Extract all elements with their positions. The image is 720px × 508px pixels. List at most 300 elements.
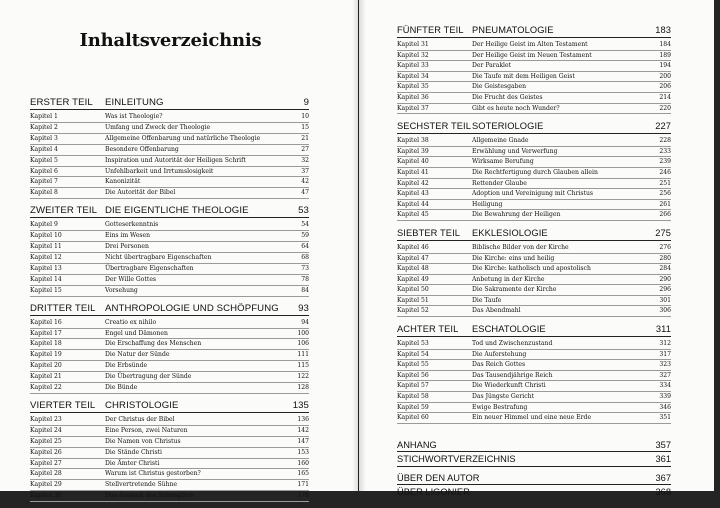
part-title: DIE EIGENTLICHE THEOLOGIE [105,205,249,217]
chapter-title: Der Paraklet [472,62,512,70]
chapter-page: 256 [659,190,671,198]
toc-part-section [397,25,671,114]
chapter-page: 37 [301,167,309,175]
chapter-row [30,286,309,297]
part-label: SIEBTER TEIL [397,227,461,238]
chapter-row [30,220,309,231]
chapter-number: Kapitel 7 [30,178,58,186]
chapter-number: Kapitel 54 [397,350,429,358]
chapter-title: Die Ämter Christi [105,459,160,467]
toc-part-section [397,121,671,221]
chapter-number: Kapitel 26 [30,448,62,456]
chapter-number: Kapitel 60 [397,414,429,422]
chapter-row [30,469,309,480]
chapter-number: Kapitel 12 [30,253,62,261]
toc-part-section [30,97,309,199]
chapter-page: 10 [301,113,309,120]
chapter-number: Kapitel 56 [397,371,429,379]
back-matter-entry [397,473,671,484]
chapter-title: Drei Personen [105,243,149,251]
chapter-page: 32 [301,156,309,164]
chapter-number: Kapitel 36 [397,93,429,101]
chapter-row [397,381,671,392]
chapter-number: Kapitel 20 [30,362,62,370]
chapter-page: 153 [297,448,309,456]
chapter-page: 171 [297,481,309,489]
chapter-title: Ewige Bestrafung [472,403,528,411]
chapter-row [397,179,671,190]
chapter-row [397,210,671,221]
chapter-row [30,264,309,275]
chapter-number: Kapitel 52 [397,307,429,315]
chapter-title: Das Reich Gottes [472,361,526,369]
chapter-page: 220 [659,104,671,112]
entry-title: ÜBER DEN AUTOR [397,472,480,483]
chapter-title: Rettender Glaube [472,179,527,187]
chapter-title: Kanonizität [105,178,141,186]
part-page: 9 [303,97,309,108]
chapter-number: Kapitel 10 [30,232,62,240]
chapter-title: Heiligung [472,200,503,208]
chapter-number: Kapitel 5 [30,156,58,164]
chapter-row [30,361,309,372]
chapter-page: 312 [659,340,671,348]
entry-title: STICHWORTVERZEICHNIS [397,453,516,464]
chapter-row [397,264,671,275]
part-heading [30,303,309,316]
right-parts [397,25,671,424]
chapter-row [30,448,309,459]
chapter-title: Warum ist Christus gestorben? [105,470,201,478]
chapter-page: 15 [301,123,309,131]
chapter-number: Kapitel 11 [30,243,62,251]
chapter-row [397,104,671,115]
chapter-number: Kapitel 37 [397,104,429,112]
chapter-row [397,51,671,62]
chapter-page: 42 [301,178,309,186]
chapter-title: Der Christus der Bibel [105,415,175,423]
chapter-title: Das Jüngste Gericht [472,393,535,401]
chapter-title: Creatio ex nihilo [105,318,157,326]
chapter-page: 206 [659,83,671,91]
left-page [0,0,358,500]
chapter-row [30,253,309,264]
chapter-row [30,112,309,123]
chapter-row [30,480,309,491]
chapter-title: Engel und Dämonen [105,329,168,337]
chapter-row [30,350,309,361]
chapter-page: 327 [659,371,671,379]
chapter-number: Kapitel 14 [30,275,62,283]
chapter-number: Kapitel 32 [397,51,429,59]
chapter-page: 165 [297,470,309,478]
chapter-title: Der Heilige Geist im Neuen Testament [472,51,592,59]
chapter-title: Der Wille Gottes [105,275,157,283]
chapter-number: Kapitel 21 [30,373,62,381]
chapter-page: 284 [659,265,671,273]
chapter-title: Die Bewahrung der Heiligen [472,211,561,219]
chapter-page: 239 [659,158,671,166]
chapter-page: 200 [659,72,671,80]
chapter-row [30,167,309,178]
chapter-number: Kapitel 33 [397,62,429,70]
chapter-title: Die Frucht des Geistes [472,93,543,101]
chapter-row [30,437,309,448]
chapter-page: 21 [301,134,309,142]
chapter-page: 106 [297,340,309,348]
chapter-row [397,403,671,414]
chapter-row [397,200,671,211]
part-label: ZWEITER TEIL [30,205,98,217]
entry-title: ANHANG [397,439,437,450]
chapter-row [30,275,309,286]
chapter-number: Kapitel 15 [30,286,62,294]
chapter-row [397,40,671,51]
back-matter-entry [397,440,671,451]
chapter-number: Kapitel 16 [30,318,62,326]
chapter-page: 266 [659,211,671,219]
right-page [359,0,714,497]
chapter-title: Die Wiederkunft Christi [472,382,546,390]
part-heading [397,121,671,134]
chapter-number: Kapitel 45 [397,211,429,219]
chapter-title: Inspiration und Autorität der Heiligen Schrift [105,156,246,164]
part-title: SOTERIOLOGIE [472,121,544,132]
chapter-number: Kapitel 43 [397,190,429,198]
part-heading [397,324,671,337]
chapter-page: 27 [301,145,309,153]
chapter-page: 111 [297,351,309,359]
back-matter-entry [397,454,671,465]
part-label: VIERTER TEIL [30,399,96,411]
chapter-number: Kapitel 8 [30,189,58,197]
part-label: ACHTER TEIL [397,324,459,335]
chapter-number: Kapitel 13 [30,264,62,272]
part-label: ERSTER TEIL [30,97,93,108]
chapter-number: Kapitel 38 [397,137,429,145]
chapter-title: Die Bünde [105,384,138,392]
chapter-row [30,383,309,394]
chapter-title: Erwählung und Verwerfung [472,147,558,155]
chapter-title: Gibt es heute noch Wunder? [472,104,560,112]
part-heading [30,97,309,110]
chapter-page: 47 [301,189,309,197]
chapter-title: Das Tausendjährige Reich [472,371,553,379]
chapter-title: Die Kirche: katholisch und apostolisch [472,265,591,273]
chapter-number: Kapitel 27 [30,459,62,467]
chapter-page: 301 [659,296,671,304]
chapter-title: Das Abendmahl [472,307,521,315]
chapter-row [397,93,671,104]
chapter-title: Stellvertretende Sühne [105,481,178,489]
chapter-page: 346 [659,403,671,411]
chapter-title: Eine Person, zwei Naturen [105,426,188,434]
chapter-title: Das Ausmaß des Sühnopfers [105,492,194,500]
part-label: DRITTER TEIL [30,302,96,314]
chapter-number: Kapitel 40 [397,158,429,166]
chapter-page: 306 [659,307,671,315]
chapter-row [397,61,671,72]
toc-part-section [30,400,309,502]
toc-part-section [397,228,671,317]
chapter-number: Kapitel 35 [397,83,429,91]
chapter-number: Kapitel 47 [397,254,429,262]
chapter-page: 261 [659,200,671,208]
chapter-row [30,459,309,470]
chapter-row [397,413,671,424]
chapter-row [30,329,309,340]
chapter-page: 323 [659,361,671,369]
part-page: 311 [655,324,671,335]
chapter-page: 73 [301,264,309,272]
left-parts [30,97,309,502]
entry-page: 368 [655,486,671,497]
chapter-number: Kapitel 53 [397,340,429,348]
chapter-number: Kapitel 1 [30,113,58,120]
page-title: Inhaltsverzeichnis [79,30,262,51]
chapter-page: 122 [297,373,309,381]
chapter-number: Kapitel 28 [30,470,62,478]
chapter-page: 147 [297,437,309,445]
chapter-row [397,254,671,265]
chapter-title: Adoption und Vereinigung mit Christus [472,190,594,198]
chapter-title: Besondere Offenbarung [105,145,179,153]
part-page: 93 [298,302,309,314]
part-title: ESCHATOLOGIE [472,324,546,335]
chapter-number: Kapitel 59 [397,403,429,411]
chapter-title: Die Erbsünde [105,362,148,370]
chapter-number: Kapitel 17 [30,329,62,337]
chapter-number: Kapitel 18 [30,340,62,348]
chapter-number: Kapitel 41 [397,168,429,176]
chapter-title: Unfehlbarkeit und Irrtumslosigkeit [105,167,214,175]
chapter-page: 194 [659,62,671,70]
toc-part-section [397,324,671,424]
part-page: 135 [292,399,309,411]
chapter-title: Die Geistesgaben [472,83,527,91]
chapter-number: Kapitel 49 [397,275,429,283]
chapter-number: Kapitel 55 [397,361,429,369]
chapter-row [397,147,671,158]
chapter-page: 84 [301,286,309,294]
chapter-page: 228 [659,137,671,145]
part-page: 227 [655,121,671,132]
chapter-number: Kapitel 25 [30,437,62,445]
chapter-row [30,339,309,350]
chapter-number: Kapitel 2 [30,123,58,131]
chapter-page: 94 [301,318,309,326]
chapter-title: Die Autorität der Bibel [105,189,176,197]
chapter-page: 246 [659,168,671,176]
chapter-page: 54 [301,221,309,229]
chapter-page: 251 [659,179,671,187]
chapter-row [397,157,671,168]
chapter-number: Kapitel 31 [397,41,429,48]
chapter-row [397,360,671,371]
chapter-number: Kapitel 44 [397,200,429,208]
divider [397,466,671,467]
chapter-title: Vorsehung [105,286,138,294]
part-heading [397,228,671,241]
chapter-title: Die Übertragung der Sünde [105,373,192,381]
chapter-title: Die Auferstehung [472,350,527,358]
chapter-number: Kapitel 34 [397,72,429,80]
chapter-number: Kapitel 39 [397,147,429,155]
chapter-title: Tod und Zwischenzustand [472,340,553,348]
chapter-row [30,415,309,426]
chapter-row [397,339,671,350]
chapter-title: Gotteserkenntnis [105,221,159,229]
chapter-title: Die Stände Christi [105,448,162,456]
chapter-number: Kapitel 6 [30,167,58,175]
chapter-page: 128 [297,384,309,392]
chapter-page: 280 [659,254,671,262]
divider [397,484,671,485]
part-title: EINLEITUNG [105,97,164,108]
chapter-page: 296 [659,286,671,294]
chapter-number: Kapitel 51 [397,296,429,304]
chapter-row [30,491,309,502]
chapter-row [397,136,671,147]
chapter-number: Kapitel 50 [397,286,429,294]
chapter-title: Die Taufe [472,296,502,304]
entry-page: 357 [655,439,671,450]
chapter-title: Übertragbare Eigenschaften [105,264,194,272]
chapter-title: Allgemeine Offenbarung und natürliche Theologie [105,134,261,142]
chapter-row [397,350,671,361]
chapter-title: Die Rechtfertigung durch Glauben allein [472,168,598,176]
chapter-row [30,134,309,145]
part-label: FÜNFTER TEIL [397,25,464,35]
chapter-page: 189 [659,51,671,59]
chapter-page: 78 [301,275,309,283]
chapter-title: Nicht übertragbare Eigenschaften [105,253,212,261]
chapter-row [397,285,671,296]
chapter-page: 59 [301,232,309,240]
chapter-title: Die Kirche: eins und heilig [472,254,555,262]
chapter-row [397,72,671,83]
chapter-number: Kapitel 48 [397,265,429,273]
part-title: ANTHROPOLOGIE UND SCHÖPFUNG [105,302,279,314]
chapter-title: Ein neuer Himmel und eine neue Erde [472,414,592,422]
part-page: 275 [655,227,671,238]
chapter-page: 142 [297,426,309,434]
part-heading [30,400,309,413]
back-matter-entry [397,487,671,498]
part-heading [397,25,671,38]
part-title: PNEUMATOLOGIE [472,25,554,35]
chapter-page: 290 [659,275,671,283]
chapter-number: Kapitel 58 [397,393,429,401]
chapter-page: 184 [659,41,671,48]
chapter-number: Kapitel 46 [397,243,429,251]
chapter-title: Die Taufe mit dem Heiligen Geist [472,72,575,80]
chapter-row [397,275,671,286]
chapter-title: Was ist Theologie? [105,113,163,120]
chapter-title: Eins im Wesen [105,232,151,240]
chapter-title: Umfang und Zweck der Theologie [105,123,211,131]
chapter-page: 233 [659,147,671,155]
chapter-number: Kapitel 42 [397,179,429,187]
chapter-number: Kapitel 22 [30,384,62,392]
chapter-row [397,296,671,307]
chapter-page: 160 [297,459,309,467]
chapter-page: 351 [659,414,671,422]
chapter-row [30,318,309,329]
part-title: EKKLESIOLOGIE [472,227,548,238]
chapter-page: 276 [659,243,671,251]
entry-page: 367 [655,472,671,483]
part-title: CHRISTOLOGIE [105,399,179,411]
chapter-title: Anbetung in der Kirche [472,275,545,283]
chapter-row [30,156,309,167]
chapter-page: 317 [659,350,671,358]
chapter-number: Kapitel 30 [30,492,62,500]
part-heading [30,205,309,218]
chapter-row [30,426,309,437]
chapter-row [397,306,671,317]
chapter-number: Kapitel 9 [30,221,58,229]
chapter-row [397,82,671,93]
part-page: 53 [298,205,309,217]
chapter-title: Die Sakramente der Kirche [472,286,557,294]
chapter-row [30,231,309,242]
chapter-row [397,168,671,179]
chapter-number: Kapitel 19 [30,351,62,359]
right-toc-column [397,25,671,498]
chapter-page: 214 [659,93,671,101]
chapter-row [397,392,671,403]
chapter-row [30,242,309,253]
chapter-row [30,188,309,199]
divider [397,451,671,452]
chapter-page: 339 [659,393,671,401]
back-matter [397,440,671,498]
chapter-page: 100 [297,329,309,337]
chapter-page: 334 [659,382,671,390]
chapter-row [397,371,671,382]
part-page: 183 [655,25,671,35]
chapter-row [397,189,671,200]
chapter-number: Kapitel 29 [30,481,62,489]
left-toc-column [30,30,309,508]
chapter-row [30,145,309,156]
toc-part-section [30,303,309,394]
chapter-number: Kapitel 23 [30,415,62,423]
entry-page: 361 [655,453,671,464]
chapter-page: 64 [301,243,309,251]
chapter-row [397,243,671,254]
chapter-title: Die Erschaffung des Menschen [105,340,202,348]
chapter-page: 136 [297,415,309,423]
chapter-title: Der Heilige Geist im Alten Testament [472,41,588,48]
entry-title: ÜBER LIGONIER [397,486,470,497]
chapter-title: Die Natur der Sünde [105,351,170,359]
toc-part-section [30,205,309,296]
chapter-page: 178 [297,492,309,500]
chapter-page: 68 [301,253,309,261]
chapter-row [30,372,309,383]
chapter-row [30,177,309,188]
chapter-title: Biblische Bilder von der Kirche [472,243,569,251]
chapter-number: Kapitel 4 [30,145,58,153]
chapter-page: 115 [297,362,309,370]
part-label: SECHSTER TEIL [397,121,471,132]
chapter-title: Die Namen von Christus [105,437,181,445]
chapter-number: Kapitel 57 [397,382,429,390]
chapter-number: Kapitel 24 [30,426,62,434]
chapter-row [30,123,309,134]
